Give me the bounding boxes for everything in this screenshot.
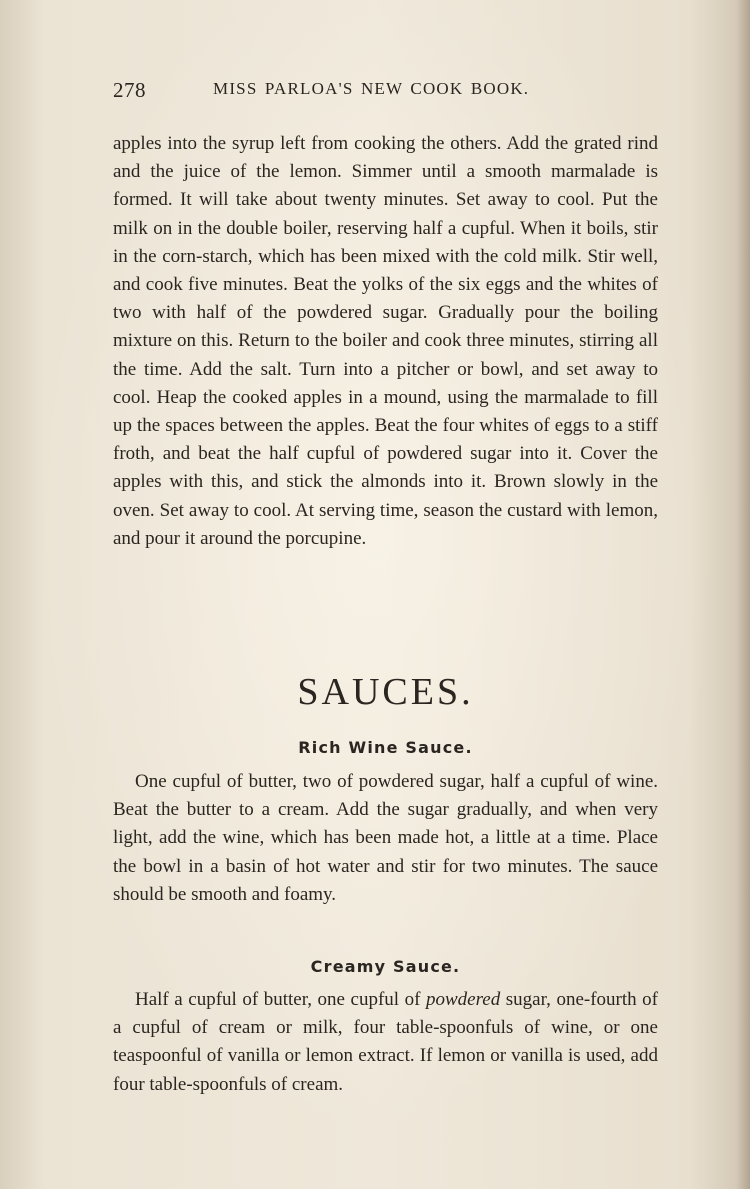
recipe-text-part: sugar, one-fourth of a cupful of cream or milk, four table-spoonfuls of wine, or one teaspoonful of vanilla or lemon extract. If lemon or vanilla is used, add four table-spoonfuls of cream.	[113, 989, 658, 1095]
body-paragraph: apples into the syrup left from cooking the others. Add the grated rind and the juice of the lemon. Simmer until a smooth marmalade is formed. It will take about twenty minutes. Set away to cool. Put the milk on in the double boiler, reserving half a cupful. When it boils, stir in the corn-starch, which has been mixed with the cold milk. Stir well, and cook five minutes. Beat the yolks of the six eggs and the whites of two with half of the powdered sugar. Gradually pour the boiling mixture on this. Return to the boiler and cook three minutes, stirring all the time. Add the salt. Turn into a pitcher or bowl, and set away to cool. Heap the cooked apples in a mound, using the marmalade to fill up the spaces between the apples. Beat the four whites of eggs to a stiff froth, and beat the half cupful of powdered sugar into it. Cover the apples with this, and stick the almonds into it. Brown slowly in the oven. Set away to cool. At serving time, season the custard with lemon, and pour it around the porcupine.	[113, 133, 658, 549]
page-number: 278	[113, 78, 146, 102]
running-title: MISS PARLOA'S NEW COOK BOOK.	[213, 79, 530, 98]
recipe-text-rich-wine-sauce: One cupful of butter, two of powdered sugar, half a cupful of wine. Beat the butter to a cream. Add the sugar gradually, and when very light, add the wine, which has been made hot, a little at a time. Place the bowl in a basin of hot water and stir for two minutes. The sauce should be smooth and foamy.	[113, 771, 658, 905]
recipe-text-creamy-sauce	[113, 986, 658, 1099]
page-header	[113, 78, 658, 108]
recipe-title-rich-wine-sauce: Rich Wine Sauce.	[298, 738, 473, 757]
recipe-text-italic-word: powdered	[425, 989, 501, 1010]
recipe-text-part: Half a cupful of butter, one cupful of	[135, 989, 426, 1010]
section-title: SAUCES.	[297, 671, 474, 713]
recipe-title-creamy-sauce: Creamy Sauce.	[310, 957, 461, 976]
